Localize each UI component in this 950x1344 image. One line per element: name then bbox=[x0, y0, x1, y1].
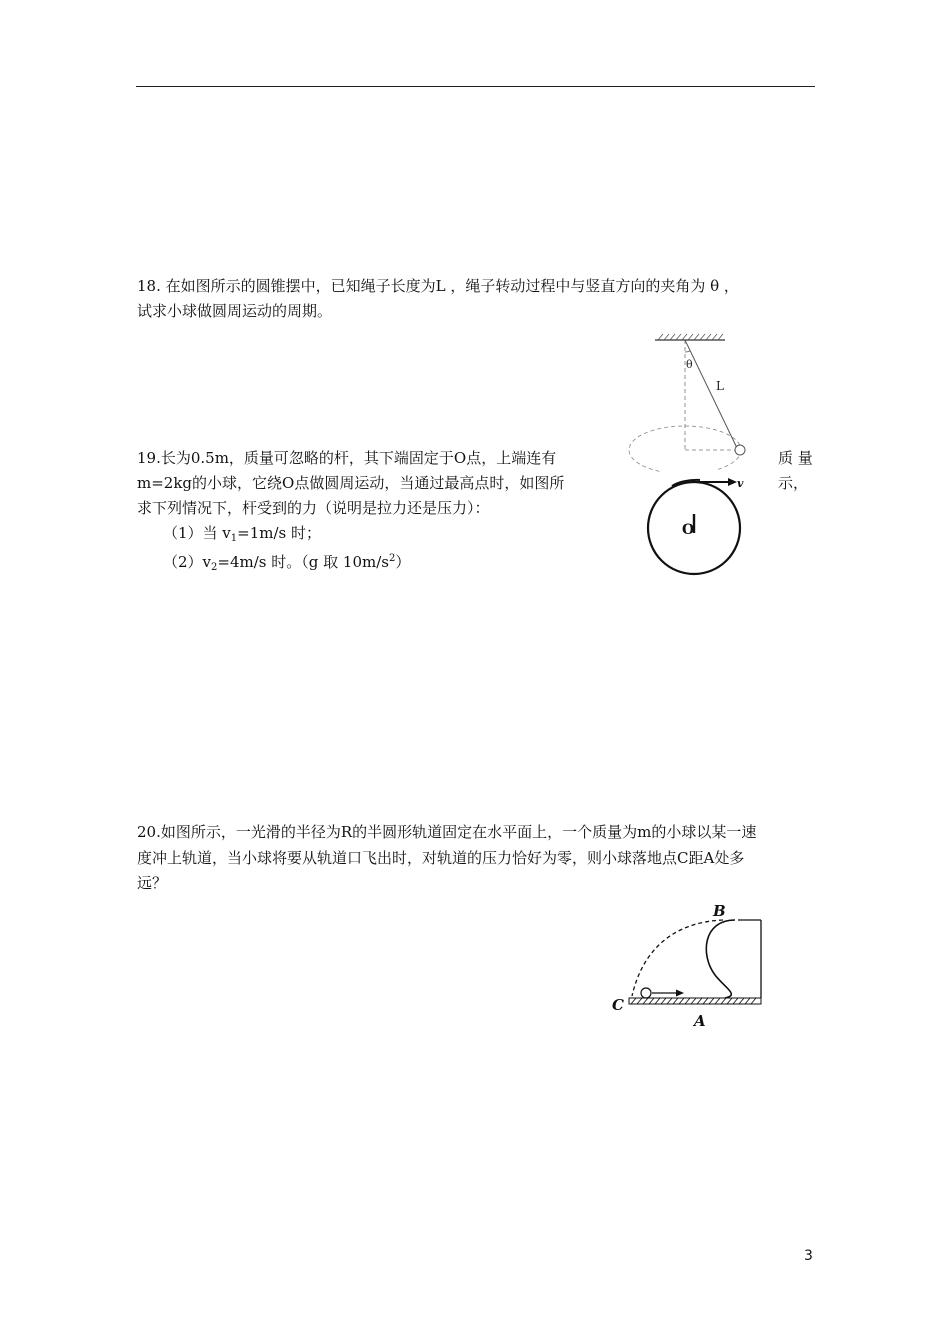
q18-line-2: 试求小球做圆周运动的周期。 bbox=[137, 302, 333, 320]
length-label: L bbox=[716, 379, 724, 393]
q19-line-1: 19.长为0.5m，质量可忽略的杆，其下端固定于O点，上端连有 bbox=[137, 449, 557, 467]
q20-line-3: 远？ bbox=[137, 874, 168, 892]
point-c-label: C bbox=[612, 996, 624, 1014]
theta-label: θ bbox=[686, 358, 693, 371]
q19-item-2: $(2)v_2=4m/s$ 时。（g 取 $10m/s^2$） bbox=[163, 553, 411, 573]
point-a-label: A bbox=[694, 1012, 706, 1030]
q18-line-1: 18. 在如图所示的圆锥摆中，已知绳子长度为L ，绳子转动过程中与竖直方向的夹角为 θ ， bbox=[137, 277, 739, 295]
conical-pendulum-figure bbox=[620, 330, 760, 485]
q20-line-2: 度冲上轨道，当小球将要从轨道口飞出时，对轨道的压力恰好为零，则小球落地点C距A处多 bbox=[137, 849, 745, 867]
point-b-label: B bbox=[713, 902, 726, 920]
page-number: 3 bbox=[804, 1248, 813, 1264]
q19-line-2-tail: 示， bbox=[778, 474, 809, 492]
center-o-label: O bbox=[682, 522, 695, 538]
q19-line-3: 求下列情况下，杆受到的力（说明是拉力还是压力）： bbox=[137, 499, 490, 517]
q20-line-1: 20.如图所示，一光滑的半径为R的半圆形轨道固定在水平面上，一个质量为m的小球以某一速 bbox=[137, 823, 757, 841]
q19-line-1-tail: 质 量 bbox=[778, 449, 813, 467]
velocity-label: v bbox=[737, 477, 744, 490]
q19-item-1: （1）当 $v_1=1m/s$ 时； bbox=[163, 524, 322, 544]
header-rule bbox=[136, 86, 815, 87]
semicircle-track-figure bbox=[605, 900, 770, 1035]
q19-line-2: m=2kg的小球，它绕O点做圆周运动，当通过最高点时，如图所 bbox=[137, 474, 565, 492]
vertical-circle-figure bbox=[640, 470, 755, 582]
